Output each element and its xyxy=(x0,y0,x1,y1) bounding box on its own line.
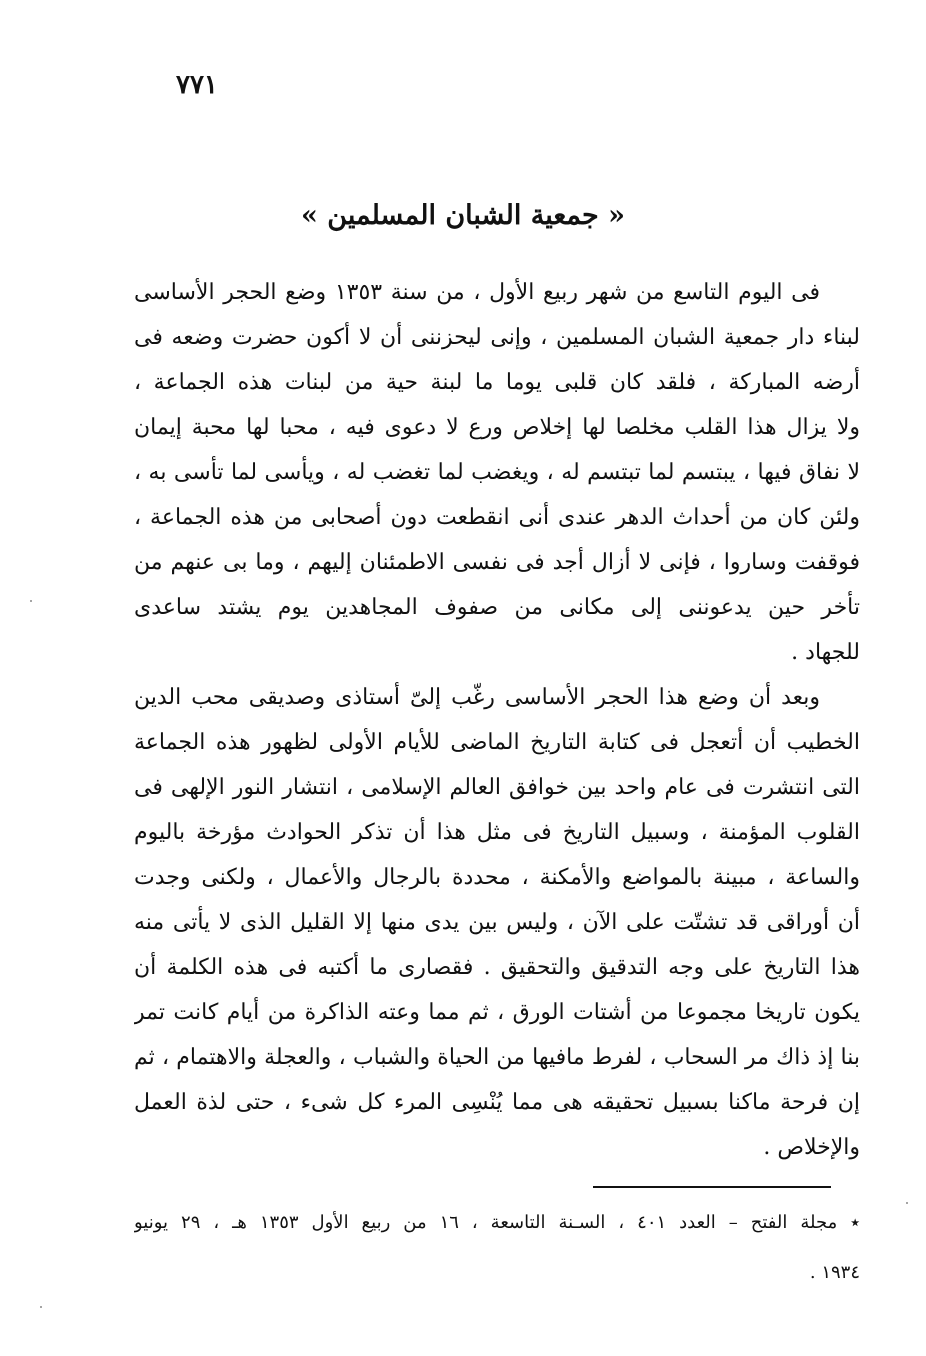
body-line: ولا يزال هذا القلب مخلصا لها إخلاص ورع لا دعوى فيه ، محبا لها محبة إيمان xyxy=(134,415,860,440)
body-line: ولئن كان من أحداث الدهر عندى أنى انقطعت دون أصحابى من هذه الجماعة ، xyxy=(134,505,860,530)
body-line: القلوب المؤمنة ، وسبيل التاريخ فى مثل هذا أن تذكر الحوادث مؤرخة باليوم xyxy=(134,820,860,845)
footnote xyxy=(134,1198,860,1298)
article-body xyxy=(134,270,860,1170)
body-line: التى انتشرت فى عام واحد بين خوافق العالم الإسلامى ، انتشار النور الإلهى فى xyxy=(134,775,860,800)
page-number: ٧٧١ xyxy=(176,70,218,100)
body-line: وبعد أن وضع هذا الحجر الأساسى رغّب إلىّ أستاذى وصديقى محب الدين xyxy=(134,685,820,710)
footnote-line: ٭ مجلة الفتح – العدد ٤٠١ ، السـنة التاسعة ، ١٦ من ربيع الأول ١٣٥٣ هـ ، ٢٩ يونيو xyxy=(134,1212,860,1233)
body-line: يكون تاريخا مجموعا من أشتات الورق ، ثم مما وعته الذاكرة من أيام كانت تمر xyxy=(134,1000,860,1025)
scan-speck xyxy=(40,1306,42,1308)
body-line: للجهاد . xyxy=(791,640,860,665)
footnote-divider xyxy=(593,1186,831,1188)
scan-speck xyxy=(30,600,32,602)
body-line: لا نفاق فيها ، يبتسم لما تبتسم له ، ويغضب لما تغضب له ، ويأسى لما تأسى به ، xyxy=(134,460,860,485)
scan-speck xyxy=(906,1202,908,1204)
body-line: أن أوراقى قد تشتّت على الآن ، وليس بين يدى منها إلا القليل الذى لا يأتى منه xyxy=(134,910,860,935)
body-line: لبناء دار جمعية الشبان المسلمين ، وإنى ليحزننى أن لا أكون حضرت وضعه فى xyxy=(134,325,860,350)
footnote-line: ١٩٣٤ . xyxy=(809,1262,860,1283)
body-line: تأخر حين يدعوننى إلى مكانى من صفوف المجاهدين يوم يشتد ساعدى xyxy=(134,595,860,620)
body-line: أرضه المباركة ، فلقد كان قلبى يوما ما لبنة حية من لبنات هذه الجماعة ، xyxy=(134,370,860,395)
body-line: والإخلاص . xyxy=(763,1135,860,1160)
body-line: هذا التاريخ على وجه التدقيق والتحقيق . فقصارى ما أكتبه فى هذه الكلمة أن xyxy=(134,955,860,980)
body-line: الخطيب أن أتعجل فى كتابة التاريخ الماضى للأيام الأولى لظهور هذه الجماعة xyxy=(134,730,860,755)
body-line: بنا إذ ذاك مر السحاب ، لفرط مافيها من الحياة والشباب ، والعجلة والاهتمام ، ثم xyxy=(134,1045,860,1070)
body-line: إن فرحة ماكنا بسبيل تحقيقه هى مما يُنْسِى المرء كل شىء ، حتى لذة العمل xyxy=(134,1090,860,1115)
body-line: والساعة ، مبينة بالمواضع والأمكنة ، محددة بالرجال والأعمال ، ولكنى وجدت xyxy=(134,865,860,890)
article-title: « جمعية الشبان المسلمين » xyxy=(301,200,625,231)
body-line: فى اليوم التاسع من شهر ربيع الأول ، من سنة ١٣٥٣ وضع الحجر الأساسى xyxy=(134,280,820,305)
body-line: فوقفت وساروا ، فإنى لا أزال أجد فى نفسى الاطمئنان إليهم ، وما بى عنهم من xyxy=(134,550,860,575)
